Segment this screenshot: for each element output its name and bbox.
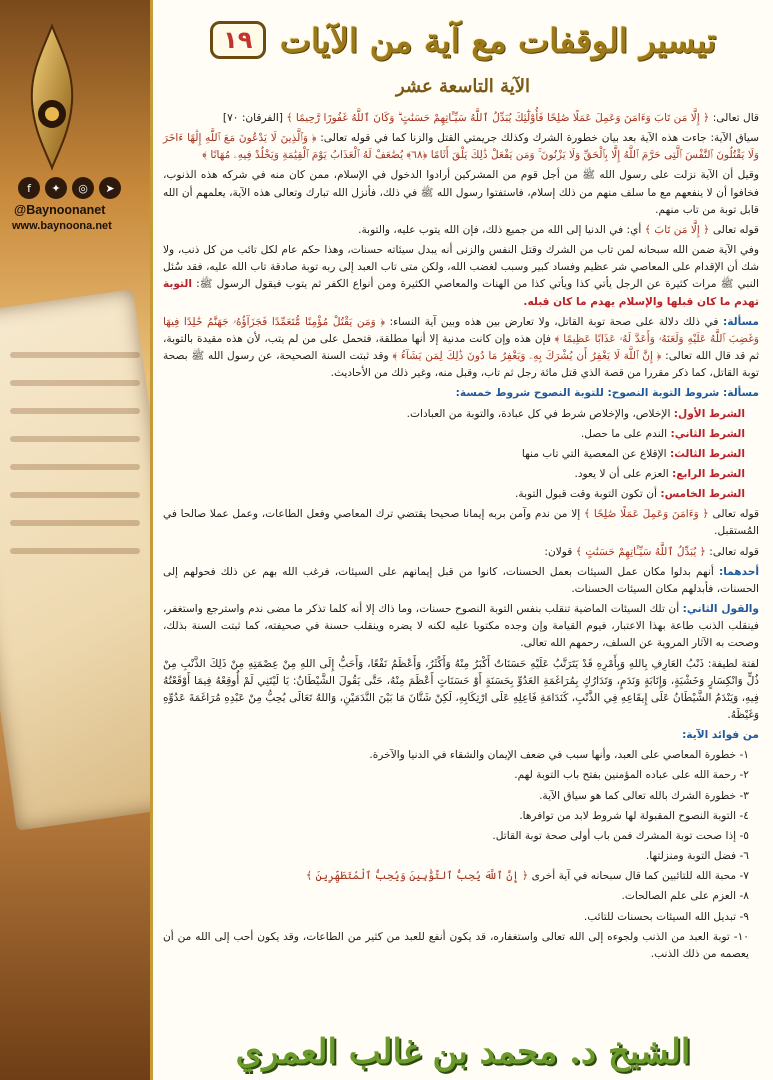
page-title: تيسير الوقفات مع آية من الآيات xyxy=(279,20,717,60)
quran-verse: ﴿ إِنَّ ٱللَّهَ لَا يَغْفِرُ أَن يُشْرَكَ بِهِۦ وَيَغْفِرُ مَا دُونَ ذَٰلِكَ لِمَن يَشَآءُ ﴾ xyxy=(392,350,662,363)
header xyxy=(173,8,753,72)
ruling-paragraph: وفي الآية ضمن الله سبحانه لمن تاب من الشرك وقتل النفس والزنى أنه يبدل سيئاته حسنات، وهذا حكم عام لكل تائب من كل ذنب، ولا شك أن الإقدام على المعاصي شر عظيم وفساد كبير وسبب لغضب الله، ولكن متى تاب العبد إلى ربه توبة صادقة تاب الله عليه، فقد سُئل النبي ﷺ مرات كثيرة عن الرجل يأتي كذا ويأتي كذا من الهنات والمعاصي الكثيرة ومن أنواع الكفر ثم يتوب فيقول الرسول ﷺ: التوبة تهدم ما كان قبلها والإسلام يهدم ما كان قبله. xyxy=(163,244,759,308)
revelation-reason-paragraph: وقيل أن الآية نزلت على رسول الله ﷺ من أجل قوم من المشركين أرادوا الدخول في الإسلام، ممن كان منه في شركه هذه الذنوب، فخافوا أن لا ينفعهم مع ما سلف منهم من ذلك إسلام، فاستفتوا رسول الله ﷺ في ذلك، فأنزل الله تبارك وتعالى هذه الآية، يعلمهم أن الله قابل توبة من تاب منهم. xyxy=(163,169,759,216)
benefit-item: ٧- محبة الله للتائبين كما قال سبحانه في آية أخرى ﴿ إِنَّ ٱللَّهَ يُحِبُّ ٱلتَّوَّٰبِينَ وَيُحِبُّ ٱلْمُتَطَهِّرِينَ ﴾ xyxy=(306,870,749,883)
quran-verse: ﴿ يُبَدِّلُ ٱللَّهُ سَيِّـَٔاتِهِمْ حَسَنَٰتٍ ﴾ xyxy=(575,545,706,558)
context-paragraph: سياق الآية: جاءت هذه الآية بعد بيان خطورة الشرك وكذلك جريمتي القتل والزنا كما في قوله تعالى: ﴿ وَٱلَّذِينَ لَا يَدْعُونَ مَعَ ٱللَّهِ إِلَٰهًا ءَاخَرَ وَلَا يَقْتُلُونَ ٱلنَّفْسَ ٱلَّتِى حَرَّمَ ٱللَّهُ إِلَّا بِٱلْحَقِّ وَلَا يَزْنُونَ ۚ وَمَن يَفْعَلْ ذَٰلِكَ يَلْقَ أَثَامًا ﴿٦٨﴾ يُضَٰعَفْ لَهُ ٱلْعَذَابُ يَوْمَ ٱلْقِيَٰمَةِ وَيَخْلُدْ فِيهِۦ مُهَانًا ﴾ xyxy=(163,132,759,162)
second-opinion-paragraph: والقول الثاني: أن تلك السيئات الماضية تنقلب بنفس التوبة النصوح حسنات، وما ذاك إلا أنه كلما تذكر ما مضى ندم واسترجع واستغفر، فينقلب الذنب طاعة بهذا الاعتبار، فيوم القيامة وإن وجده مكتوبا عليه لكنه لا يضره وينقلب حسنة في صحيفته، كما ثبتت السنة بذلك، وصحت به الآثار المروية عن السلف، رحمهم الله تعالى. xyxy=(163,603,760,650)
instagram-icon[interactable]: ◎ xyxy=(72,177,94,199)
condition-item: الشرط الرابع: العزم على أن لا يعود. xyxy=(574,467,745,480)
verse-reference: [الفرقان: ٧٠] xyxy=(222,112,283,124)
decorative-sidebar xyxy=(0,0,150,1080)
benefits-list xyxy=(163,747,759,963)
conditions-heading: مسألة: شروط التوبة النصوح: للتوبة النصوح شروط خمسة: xyxy=(455,387,759,400)
hadith-quote: التوبة تهدم ما كان قبلها والإسلام يهدم ما كان قبله. xyxy=(163,278,759,308)
benefit-item: ٤- التوبة النصوح المقبولة لها شروط لابد من توافرها. xyxy=(519,809,749,822)
quran-verse: ﴿ إِلَّا مَن تَابَ ﴾ xyxy=(644,223,710,236)
benefit-item: ٩- تبديل الله السيئات بحسنات للتائب. xyxy=(583,910,749,923)
twitter-icon[interactable]: ✦ xyxy=(45,177,67,199)
benefits-heading: من فوائد الآية: xyxy=(682,729,759,742)
benefit-item: ٥- إذا صحت توبة المشرك فمن باب أولى صحة توبة القاتل. xyxy=(492,829,749,842)
benefit-item: ٨- العزم على علم الصالحات. xyxy=(621,890,749,903)
condition-item: الشرط الخامس: أن تكون التوبة وقت قبول التوبة. xyxy=(515,488,745,501)
intro-paragraph: قال تعالى: ﴿ إِلَّا مَن تَابَ وَءَامَنَ وَعَمِلَ عَمَلًا صَٰلِحًا فَأُوْلَٰٓئِكَ يُبَدِّلُ ٱللَّهُ سَيِّـَٔاتِهِمْ حَسَنَٰتٍ ۗ وَكَانَ ٱللَّهُ غَفُورًا رَّحِيمًا ﴾ [الفرقان: ٧٠] xyxy=(222,112,759,124)
quran-text-lines xyxy=(10,330,140,576)
conditions-list xyxy=(163,406,759,504)
quran-verse: ﴿ إِلَّا مَن تَابَ وَءَامَنَ وَعَمِلَ عَمَلًا صَٰلِحًا فَأُوْلَٰٓئِكَ يُبَدِّلُ ٱللَّهُ سَيِّـَٔاتِهِمْ حَسَنَٰتٍ ۗ وَكَانَ ٱللَّهُ غَفُورًا رَّحِيمًا ﴾ xyxy=(286,112,710,124)
quran-verse: ﴿ إِنَّ ٱللَّهَ يُحِبُّ ٱلتَّوَّٰبِينَ وَيُحِبُّ ٱلْمُتَطَهِّرِينَ ﴾ xyxy=(306,870,529,883)
subtle-note-paragraph: لفتة لطيفة: ذَنْبُ العَارِفِ بِاللهِ وَبِأَمْرِهِ قَدْ يَتَرَتَّبُ عَلَيْهِ حَسَنَاتٌ أَكْبَرُ مِنْهُ وَأَكْثَرُ، وَأَعْظَمُ نَفْعًا، وَأَحَبُّ إِلَى اللهِ مِنْ عِصْمَتِهِ مِنْ ذَلِكَ الذَّنْبِ مِنْ ذُلٍّ وَانْكِسَارٍ وَخَشْيَةٍ، وَإِنَابَةٍ وَنَدَمٍ، وَتَدَارُكٍ بِمُرَاغَمَةِ العَدُوِّ بِحَسَنَةٍ أَوْ حَسَنَاتٍ أَعْظَمَ مِنْهُ، حَتَّى يَقُولَ الشَّيْطَانُ: يَا لَيْتَنِي لَمْ أُوقِعْهُ فِيمَا أَوْقَعْتُهُ فِيهِ، وَيَنْدَمُ الشَّيْطَانُ عَلَى إِيقَاعِهِ فِي الذَّنْبِ، كَنَدَامَةِ فَاعِلِهِ عَلَى ارْتِكَابِهِ، لَكِنْ شَتَّانَ مَا بَيْنَ النَّدَمَيْنِ، وَاللهُ تَعَالَى يُحِبُّ مِنْ عَبْدِهِ مُرَاغَمَةَ عَدُوِّهِ وَغَيْظَهُ. xyxy=(163,657,759,721)
meaning-paragraph: قوله تعالى ﴿ إِلَّا مَن تَابَ ﴾ أي: في الدنيا إلى الله من جميع ذلك، فإن الله يتوب عليه، والتوبة. xyxy=(358,223,759,236)
main-panel xyxy=(150,0,773,1080)
author-signature: الشيخ د. محمد بن غالب العمري xyxy=(235,1032,691,1072)
condition-item: الشرط الثاني: الندم على ما حصل. xyxy=(580,427,745,440)
issue-label: مسألة: xyxy=(723,315,759,328)
replace-paragraph: قوله تعالى: ﴿ يُبَدِّلُ ٱللَّهُ سَيِّـَٔاتِهِمْ حَسَنَٰتٍ ﴾ قولان: xyxy=(544,545,759,558)
condition-item: الشرط الثالث: الإقلاع عن المعصية التي تاب منها xyxy=(521,447,745,460)
first-opinion-paragraph: أحدهما: أنهم بدلوا مكان عمل السيئات بعمل الحسنات، كانوا من قبل إيمانهم على السيئات، فرغب الله بهم عن ذلك فحولهم إلى الحسنات، فأبدلهم مكان السيئات الحسنات. xyxy=(163,565,760,595)
page-subtitle: الآية التاسعة عشر xyxy=(395,76,530,97)
baynoona-logo xyxy=(22,22,82,172)
benefit-item: ١- خطورة المعاصي على العبد، وأنها سبب في ضعف الإيمان والشقاء في الدنيا والآخرة. xyxy=(369,749,749,762)
brand-website[interactable]: www.baynoona.net xyxy=(12,220,112,232)
benefit-item: ٣- خطورة الشرك بالله تعالى كما هو سياق الآية. xyxy=(539,789,749,802)
benefit-item: ١٠- توبة العبد من الذنب ولجوءه إلى الله تعالى واستغفاره، قد يكون أنفع للعبد من كثير من الطاعات، وقد يكون أحب إلى الله من أن يعصمه من ذلك الذنب. xyxy=(163,930,749,960)
condition-item: الشرط الأول: الإخلاص، والإخلاص شرط في كل عبادة، والتوبة من العبادات. xyxy=(406,407,745,420)
benefit-item: ٢- رحمة الله على عباده المؤمنين بفتح باب التوبة لهم. xyxy=(514,769,749,782)
quran-verse: ﴿ وَمَن يَقْتُلْ مُؤْمِنًا مُّتَعَمِّدًا فَجَزَآؤُهُۥ جَهَنَّمُ خَٰلِدًا فِيهَا وَغَضِبَ ٱللَّهُ عَلَيْهِ وَلَعَنَهُۥ وَأَعَدَّ لَهُۥ عَذَابًا عَظِيمًا ﴾ xyxy=(163,315,759,345)
quran-verse: ﴿ وَءَامَنَ وَعَمِلَ عَمَلًا صَٰلِحًا ﴾ xyxy=(583,508,709,521)
faith-paragraph: قوله تعالى ﴿ وَءَامَنَ وَعَمِلَ عَمَلًا صَٰلِحًا ﴾ إلا من ندم وآمن بربه إيمانا صحيحا يقتضي ترك المعاصي وفعل الطاعات، وعمل عملا صالحا في المُستقبل. xyxy=(163,508,760,538)
episode-number-badge: ١٩ xyxy=(210,21,266,59)
quran-verse: ﴿ وَٱلَّذِينَ لَا يَدْعُونَ مَعَ ٱللَّهِ إِلَٰهًا ءَاخَرَ وَلَا يَقْتُلُونَ ٱلنَّفْسَ ٱلَّتِى حَرَّمَ ٱللَّهُ إِلَّا بِٱلْحَقِّ وَلَا يَزْنُونَ ۚ وَمَن يَفْعَلْ ذَٰلِكَ يَلْقَ أَثَامًا ﴿٦٨﴾ يُضَٰعَفْ لَهُ ٱلْعَذَابُ يَوْمَ ٱلْقِيَٰمَةِ وَيَخْلُدْ فِيهِۦ مُهَانًا ﴾ xyxy=(163,132,759,162)
facebook-icon[interactable]: f xyxy=(18,177,40,199)
benefit-item: ٦- فضل التوبة ومنزلتها. xyxy=(645,850,749,863)
article-body xyxy=(163,110,759,966)
social-links xyxy=(18,177,121,199)
issue-paragraph: مسألة: في ذلك دلالة على صحة توبة القاتل، ولا تعارض بين هذه وبين آية النساء: ﴿ وَمَن يَقْتُلْ مُؤْمِنًا مُّتَعَمِّدًا فَجَزَآؤُهُۥ جَهَنَّمُ خَٰلِدًا فِيهَا وَغَضِبَ ٱللَّهُ عَلَيْهِ وَلَعَنَهُۥ وَأَعَدَّ لَهُۥ عَذَابًا عَظِيمًا ﴾ فإن هذه وإن كانت مدنية إلا أنها مطلقة، فتحمل على من لم يتب، لأن هذه مقيدة بالتوبة، ثم قد قال الله تعالى: ﴿ إِنَّ ٱللَّهَ لَا يَغْفِرُ أَن يُشْرَكَ بِهِۦ وَيَغْفِرُ مَا دُونَ ذَٰلِكَ لِمَن يَشَآءُ ﴾ وقد ثبتت السنة الصحيحة، عن رسول الله ﷺ بصحة توبة القاتل، كما ذكر مقررا من قصة الذي قتل مائة رجل ثم تاب، وقبل منه، وغير ذلك من الأحاديث. xyxy=(163,315,760,380)
brand-handle[interactable]: @Baynoonanet xyxy=(14,203,106,217)
telegram-icon[interactable]: ➤ xyxy=(99,177,121,199)
